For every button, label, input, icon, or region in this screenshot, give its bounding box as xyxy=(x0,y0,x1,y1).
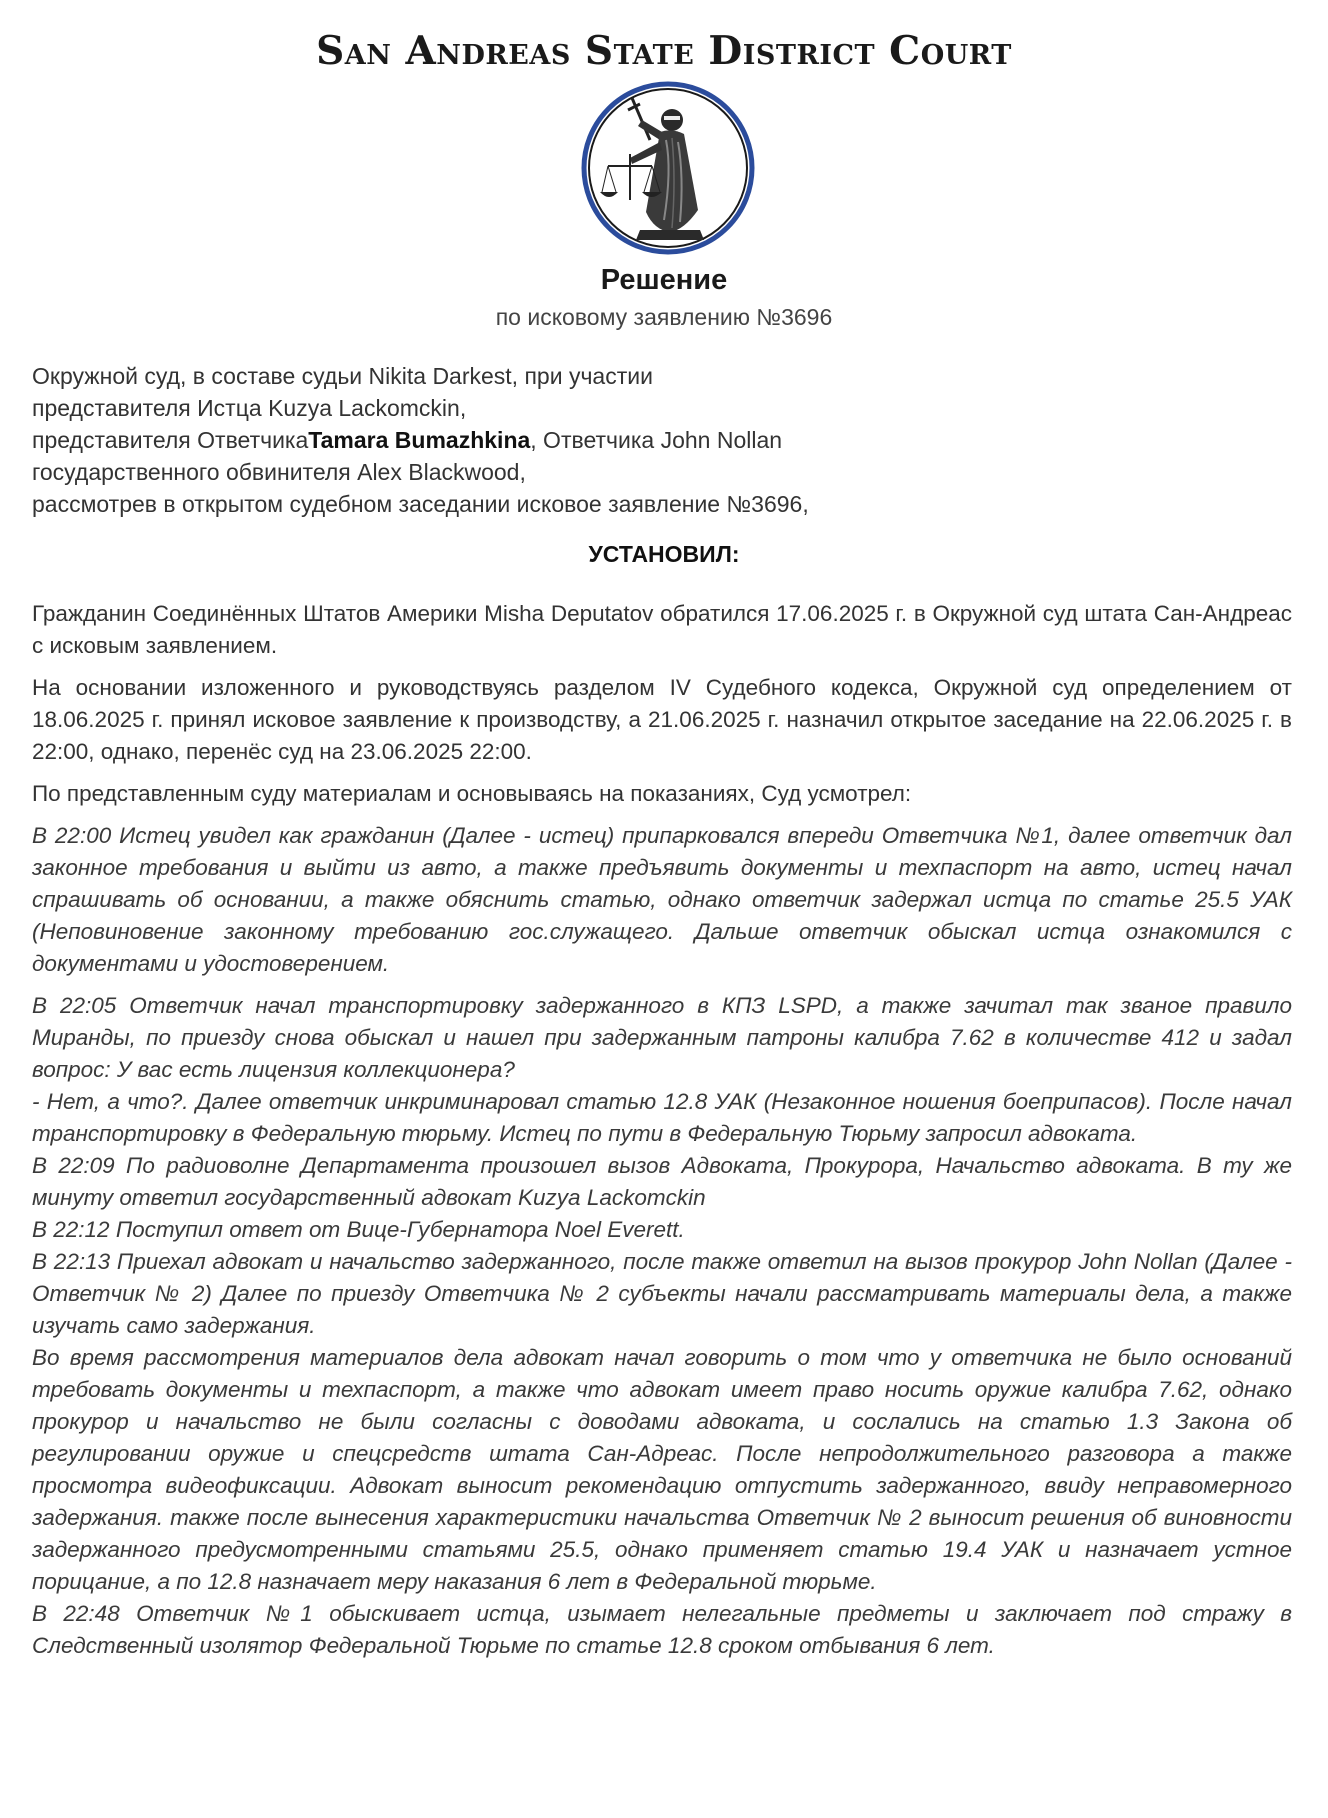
intro-line: государственного обвинителя Alex Blackwood, xyxy=(32,459,526,485)
event-paragraph: В 22:13 Приехал адвокат и начальство задержанного, после также ответил на вызов прокурор John Nollan (Далее - Ответчик № 2) Далее по приезду Ответчика № 2 субъекты начали рассматривать материалы дела, а также изучать само задержания. xyxy=(32,1249,1292,1338)
lady-justice-emblem xyxy=(580,80,756,256)
decision-body xyxy=(32,598,1292,1662)
event-paragraph: В 22:00 Истец увидел как гражданин (Далее - истец) припарковался впереди Ответчика №1, далее ответчик дал законное требования и выйти из авто, а также предъявить документы и техпаспорт на авто, истец начал спрашивать об основании, а также обяснить статью, однако ответчик задержал истца по статье 25.5 УАК (Неповиновение законному требованию гос.служащего. Дальше ответчик обыскал истца ознакомился с документами и удостоверением. xyxy=(32,823,1292,976)
event-paragraph: В 22:48 Ответчик №1 обыскивает истца, изымает нелегальные предметы и заключает под стражу в Следственный изолятор Федеральной Тюрьме по статье 12.8 сроком отбывания 6 лет. xyxy=(32,1601,1292,1658)
body-paragraph: Гражданин Соединённых Штатов Америки Misha Deputatov обратился 17.06.2025 г. в Окружной суд штата Сан-Андреас с исковым заявлением. xyxy=(32,601,1292,658)
event-paragraph: - Нет, а что?. Далее ответчик инкриминаровал статью 12.8 УАК (Незаконное ношения боеприпасов). После начал транспортировку в Федеральную тюрьму. Истец по пути в Федеральную Тюрьму запросил адвоката. xyxy=(32,1089,1292,1146)
intro-line: представителя Истца Kuzya Lackomckin, xyxy=(32,395,467,421)
event-paragraph: Во время рассмотрения материалов дела адвокат начал говорить о том что у ответчика не было оснований требовать документы и техпаспорт, а также что адвокат имеет право носить оружие калибра 7.62, однако прокурор и начальство не были согласны с доводами адвоката, и сослались на статью 1.3 Закона об регулировании оружие и спецсредств штата Сан-Адреас. После непродолжительного разговора а также просмотра видеофиксации. Адвокат выносит рекомендацию отпустить задержанного, ввиду неправомерного задержания. также после вынесения характеристики начальства Ответчик № 2 выносит решения об виновности задержанного предусмотренными статьями 25.5, однако применяет статью 19.4 УАК и назначает устное порицание, а по 12.8 назначает меру наказания 6 лет в Федеральной тюрьме. xyxy=(32,1345,1292,1594)
established-heading: УСТАНОВИЛ: xyxy=(588,541,740,567)
intro-line: Окружной суд, в составе судьи Nikita Darkest, при участии xyxy=(32,363,653,389)
intro-line xyxy=(32,424,1292,456)
court-name-header: San Andreas State District Court xyxy=(316,28,1012,74)
body-paragraph: На основании изложенного и руководствуясь разделом IV Судебного кодекса, Окружной суд определением от 18.06.2025 г. принял исковое заявление к производству, а 21.06.2025 г. назначил открытое заседание на 22.06.2025 г. в 22:00, однако, перенёс суд на 23.06.2025 22:00. xyxy=(32,675,1292,764)
body-paragraph: По представленным суду материалам и основываясь на показаниях, Суд усмотрел: xyxy=(32,781,912,806)
document-title: Решение xyxy=(600,264,728,296)
event-paragraph: В 22:05 Ответчик начал транспортировку задержанного в КПЗ LSPD, а также зачитал так званое правило Миранды, по приезду снова обыскал и нашел при задержанным патроны калибра 7.62 в количестве 412 и задал вопрос: У вас есть лицензия коллекционера? xyxy=(32,993,1292,1082)
intro-line: рассмотрев в открытом судебном заседании исковое заявление №3696, xyxy=(32,491,809,517)
intro-block xyxy=(32,360,1292,520)
document-subtitle: по исковому заявлению №3696 xyxy=(495,304,833,330)
event-paragraph: В 22:09 По радиоволне Департамента произошел вызов Адвоката, Прокурора, Начальство адвоката. В ту же минуту ответил государственный адвокат Kuzya Lackomckin xyxy=(32,1153,1292,1210)
intro-text: представителя Ответчика xyxy=(32,427,309,453)
intro-text: , Ответчика John Nollan xyxy=(530,427,783,453)
events-block xyxy=(32,820,1292,1662)
event-paragraph: В 22:12 Поступил ответ от Вице-Губернатора Noel Everett. xyxy=(32,1217,685,1242)
defendant-representative-name: Tamara Bumazhkina xyxy=(308,427,531,453)
